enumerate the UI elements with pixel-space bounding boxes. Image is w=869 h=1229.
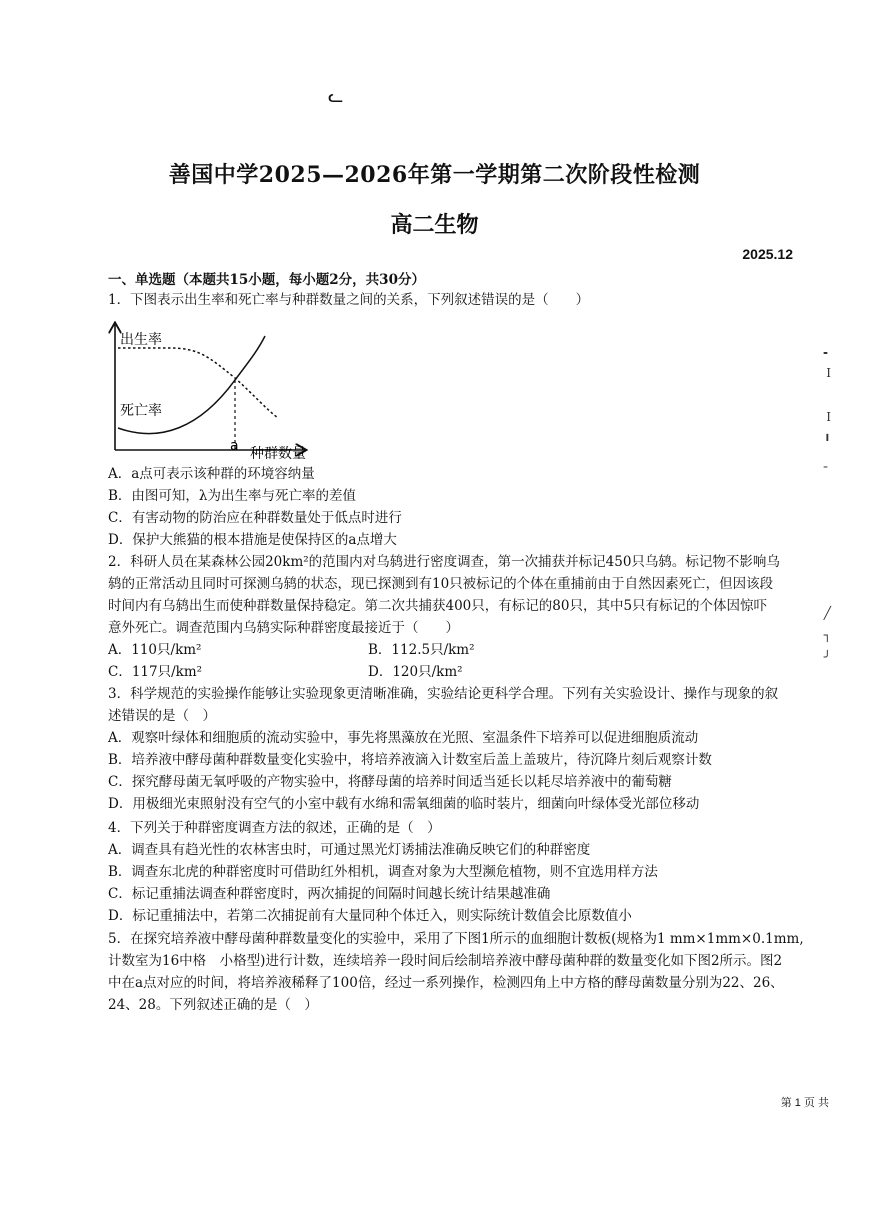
q2-line-4: 意外死亡。调查范围内乌鸫实际种群密度最接近于（ ） — [108, 620, 459, 636]
margin-mark: ╯ — [823, 650, 831, 664]
page-footer: 第 1 页 共 — [780, 1097, 829, 1109]
q3-option-a: A．观察叶绿体和细胞质的流动实验中，事先将黑藻放在光照、室温条件下培养可以促进细胞质流动 — [108, 730, 699, 746]
q4-option-a: A．调查具有趋光性的农林害虫时，可通过黑光灯诱捕法准确反映它们的种群密度 — [108, 842, 591, 858]
q5-line-4: 24、28。下列叙述正确的是（ ） — [108, 997, 318, 1013]
margin-mark: Ⅰ — [826, 410, 831, 424]
top-mark: ᓚ — [328, 86, 344, 107]
exam-date: 2025.12 — [742, 246, 793, 262]
margin-mark: ╱ — [823, 606, 831, 620]
q2-line-1: 2．科研人员在某森林公园20km²的范围内对乌鸫进行密度调查，第一次捕获并标记450只乌鸫。标记物不影响乌 — [108, 554, 780, 570]
q3-option-b: B．培养液中酵母菌种群数量变化实验中，将培养液滴入计数室后盖上盖玻片，待沉降片刻后观察计数 — [108, 752, 712, 768]
q3-option-c: C．探究酵母菌无氧呼吸的产物实验中，将酵母菌的培养时间适当延长以耗尽培养液中的葡萄糖 — [108, 774, 672, 790]
q1-figure — [100, 318, 330, 466]
margin-mark: ╹ — [823, 434, 831, 448]
q5-line-3: 中在a点对应的时间，将培养液稀释了100倍，经过一系列操作，检测四角上中方格的酵母菌数量分别为22、26、 — [108, 975, 784, 991]
q4-option-c: C．标记重捕法调查种群密度时，两次捕捉的间隔时间越长统计结果越准确 — [108, 886, 551, 902]
a-point-label: a — [230, 438, 239, 454]
q4-option-d: D．标记重捕法中，若第二次捕捉前有大量同种个体迁入，则实际统计数值会比原数值小 — [108, 908, 632, 924]
q1-option-c: C．有害动物的防治应在种群数量处于低点时进行 — [108, 510, 402, 526]
q5-line-2: 计数室为16中格 小格型)进行计数，连续培养一段时间后绘制培养液中酵母菌种群的数量变化如下图2所示。图2 — [108, 953, 783, 969]
margin-mark: ╴ — [823, 460, 831, 474]
q4-stem: 4．下列关于种群密度调查方法的叙述，正确的是（ ） — [108, 820, 441, 836]
q2-option-a: A．110只/km² — [108, 642, 202, 658]
q2-option-c: C．117只/km² — [108, 664, 203, 680]
q3-line-2: 述错误的是（ ） — [108, 708, 216, 724]
birth-rate-label: 出生率 — [120, 332, 162, 348]
q2-line-3: 时间内有乌鸫出生而使种群数量保持稳定。第二次共捕获400只，有标记的80只，其中5只有标记的个体因惊吓 — [108, 598, 768, 614]
q1-stem: 1．下图表示出生率和死亡率与种群数量之间的关系，下列叙述错误的是（ ） — [108, 292, 590, 308]
margin-mark: ┐ — [823, 628, 831, 642]
q2-option-b: B．112.5只/km² — [368, 642, 475, 658]
q1-option-a: A．a点可表示该种群的环境容纳量 — [108, 466, 315, 482]
page-title: 善国中学2025—2026年第一学期第二次阶段性检测 — [168, 162, 701, 188]
page-subtitle: 高二生物 — [390, 212, 479, 238]
q3-option-d: D．用极细光束照射没有空气的小室中载有水绵和需氧细菌的临时装片，细菌向叶绿体受光部位移动 — [108, 796, 700, 812]
q3-line-1: 3．科学规范的实验操作能够让实验现象更清晰准确，实验结论更科学合理。下列有关实验设计、操作与现象的叙 — [108, 686, 779, 702]
q4-option-b: B．调查东北虎的种群密度时可借助红外相机，调查对象为大型濒危植物，则不宜选用样方法 — [108, 864, 658, 880]
q1-option-b: B．由图可知，λ为出生率与死亡率的差值 — [108, 488, 356, 504]
margin-mark: ╸ — [823, 346, 831, 360]
q1-option-d: D．保护大熊猫的根本措施是使保持区的a点增大 — [108, 532, 397, 548]
death-rate-label: 死亡率 — [120, 403, 162, 419]
margin-mark: Ⅰ — [826, 366, 831, 380]
q5-line-1: 5．在探究培养液中酵母菌种群数量变化的实验中，采用了下图1所示的血细胞计数板(规格为1 mm×1mm×0.1mm, — [108, 931, 804, 947]
section-heading: 一、单选题（本题共15小题，每小题2分，共30分） — [108, 272, 425, 288]
x-axis-label: 种群数量 — [250, 446, 306, 462]
q2-line-2: 鸫的正常活动且同时可探测乌鸫的状态，现已探测到有10只被标记的个体在重捕前由于自然因素死亡，但因该段 — [108, 576, 774, 592]
q2-option-d: D．120只/km² — [368, 664, 463, 680]
